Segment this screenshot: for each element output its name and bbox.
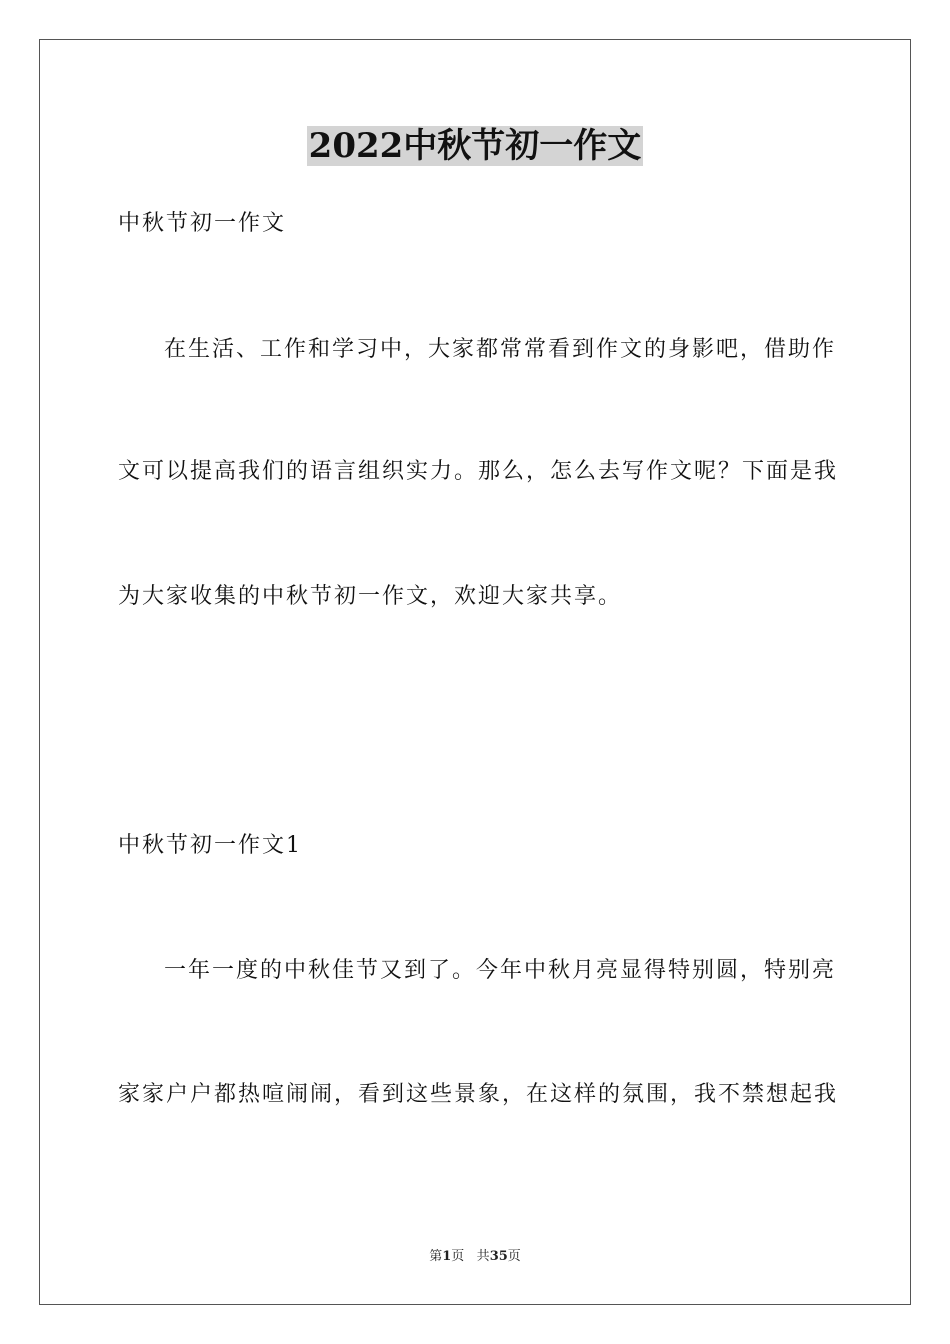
section-line-1: 一年一度的中秋佳节又到了。今年中秋月亮显得特别圆，特别亮 <box>164 958 837 983</box>
total-prefix: 共 <box>476 1249 490 1264</box>
total-suffix: 页 <box>507 1249 521 1264</box>
page-prefix: 第 <box>429 1249 443 1264</box>
document-title <box>0 122 950 170</box>
document-title-text: 2022中秋节初一作文 <box>308 126 642 166</box>
intro-line-2: 文可以提高我们的语言组织实力。那么，怎么去写作文呢？下面是我 <box>118 459 839 484</box>
section-heading: 中秋节初一作文1 <box>118 833 302 858</box>
document-subtitle: 中秋节初一作文 <box>118 211 287 236</box>
page-suffix: 页 <box>451 1249 465 1264</box>
intro-line-3: 为大家收集的中秋节初一作文，欢迎大家共享。 <box>118 584 623 609</box>
intro-line-1: 在生活、工作和学习中，大家都常常看到作文的身影吧，借助作 <box>164 337 837 362</box>
page-number: 1 <box>442 1249 452 1264</box>
total-pages: 35 <box>489 1249 508 1264</box>
page-footer <box>0 1248 950 1266</box>
section-line-2: 家家户户都热喧闹闹，看到这些景象，在这样的氛围，我不禁想起我 <box>118 1082 839 1107</box>
